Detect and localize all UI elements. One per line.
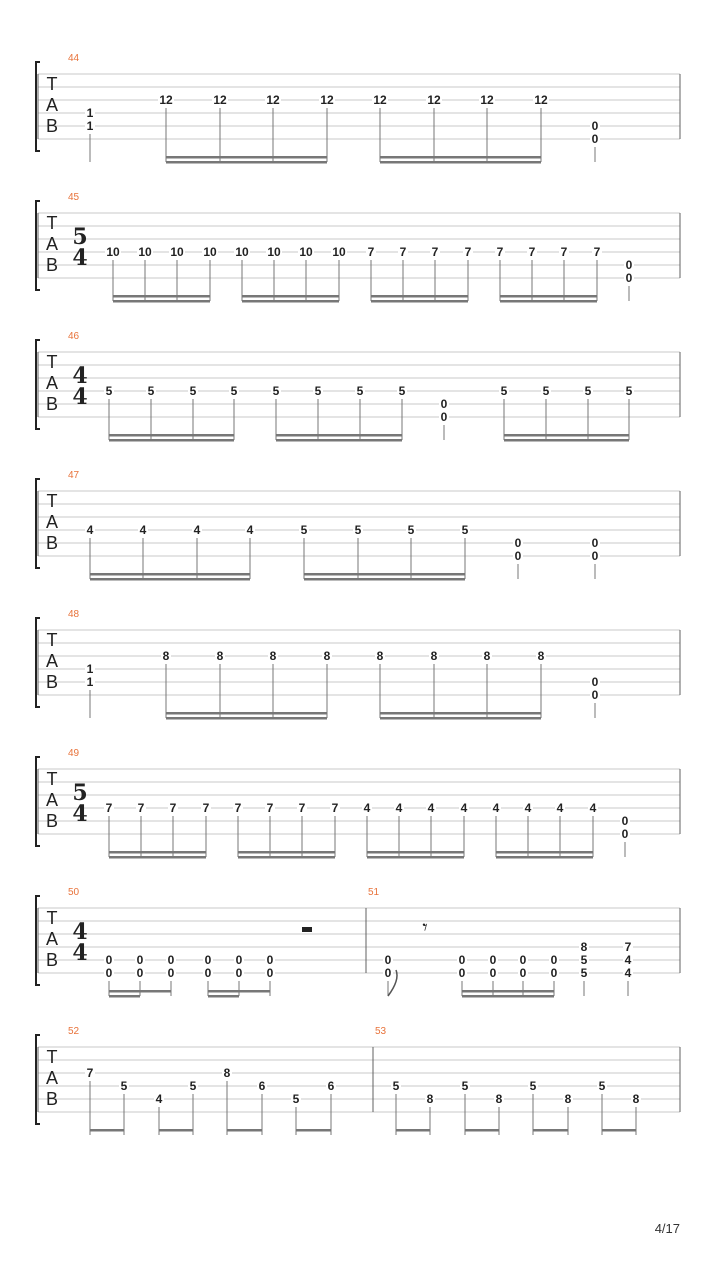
note-beam xyxy=(90,1129,124,1132)
tab-clef-letter: B xyxy=(45,394,59,414)
fret-number: 5 xyxy=(407,523,415,537)
fret-number: 5 xyxy=(292,1092,300,1106)
tab-clef-letter: B xyxy=(45,672,59,692)
note-beam xyxy=(496,856,593,859)
note-beam xyxy=(304,578,465,581)
note-beam xyxy=(109,439,234,442)
note-beam xyxy=(208,990,239,993)
fret-number: 1 xyxy=(86,662,94,676)
fret-number: 7 xyxy=(137,801,145,815)
measure-number: 49 xyxy=(68,748,80,759)
note-beam xyxy=(239,990,270,993)
fret-number: 0 xyxy=(519,966,527,980)
tab-clef-letter: B xyxy=(45,1089,59,1109)
time-signature-top: 5 xyxy=(72,780,88,806)
fret-number: 5 xyxy=(272,384,280,398)
tab-clef-letter: A xyxy=(45,373,59,393)
measure-number: 48 xyxy=(68,609,80,620)
tab-system xyxy=(36,331,680,442)
fret-number: 0 xyxy=(625,271,633,285)
fret-number: 7 xyxy=(496,245,504,259)
fret-number: 0 xyxy=(384,953,392,967)
fret-number: 4 xyxy=(193,523,201,537)
fret-number: 8 xyxy=(495,1092,503,1106)
fret-number: 1 xyxy=(86,119,94,133)
note-beam xyxy=(496,851,593,854)
fret-number: 0 xyxy=(458,953,466,967)
fret-number: 5 xyxy=(584,384,592,398)
fret-number: 5 xyxy=(542,384,550,398)
fret-number: 10 xyxy=(170,245,184,259)
fret-number: 5 xyxy=(120,1079,128,1093)
fret-number: 7 xyxy=(266,801,274,815)
tab-clef-letter: A xyxy=(45,512,59,532)
fret-number: 0 xyxy=(167,953,175,967)
note-beam xyxy=(109,990,140,993)
fret-number: 0 xyxy=(136,953,144,967)
time-signature-top: 5 xyxy=(72,224,88,250)
fret-number: 7 xyxy=(624,940,632,954)
fret-number: 8 xyxy=(537,649,545,663)
fret-number: 0 xyxy=(621,814,629,828)
tab-clef-letter: T xyxy=(46,352,58,372)
fret-number: 0 xyxy=(591,536,599,550)
fret-number: 4 xyxy=(155,1092,163,1106)
fret-number: 0 xyxy=(235,953,243,967)
fret-number: 0 xyxy=(105,966,113,980)
time-signature-top: 4 xyxy=(72,363,88,389)
fret-number: 0 xyxy=(266,966,274,980)
fret-number: 4 xyxy=(624,966,632,980)
eighth-rest: 𝄾 xyxy=(422,915,428,939)
fret-number: 0 xyxy=(591,549,599,563)
note-beam xyxy=(500,295,597,298)
note-beam xyxy=(90,573,250,576)
fret-number: 12 xyxy=(320,93,334,107)
fret-number: 4 xyxy=(589,801,597,815)
fret-number: 8 xyxy=(162,649,170,663)
tab-system xyxy=(36,887,680,998)
note-beam xyxy=(533,1129,568,1132)
fret-number: 5 xyxy=(625,384,633,398)
fret-number: 7 xyxy=(234,801,242,815)
fret-number: 0 xyxy=(384,966,392,980)
fret-number: 7 xyxy=(105,801,113,815)
fret-number: 7 xyxy=(202,801,210,815)
tab-clef-letter: T xyxy=(46,213,58,233)
fret-number: 5 xyxy=(580,953,588,967)
fret-number: 8 xyxy=(376,649,384,663)
fret-number: 7 xyxy=(86,1066,94,1080)
note-beam xyxy=(109,856,206,859)
tab-clef-letter: B xyxy=(45,533,59,553)
fret-number: 10 xyxy=(267,245,281,259)
note-beam xyxy=(504,434,629,437)
note-beam xyxy=(465,1129,499,1132)
note-beam xyxy=(367,851,464,854)
fret-number: 8 xyxy=(269,649,277,663)
fret-number: 8 xyxy=(430,649,438,663)
tab-clef-letter: T xyxy=(46,769,58,789)
tab-clef-letter: B xyxy=(45,811,59,831)
note-beam xyxy=(166,156,327,159)
fret-number: 0 xyxy=(489,953,497,967)
tab-system xyxy=(36,748,680,859)
fret-number: 12 xyxy=(159,93,173,107)
measure-number: 53 xyxy=(375,1026,387,1037)
time-signature-top: 4 xyxy=(72,919,88,945)
note-beam xyxy=(238,856,335,859)
fret-number: 12 xyxy=(373,93,387,107)
tab-clef-letter: T xyxy=(46,630,58,650)
fret-number: 0 xyxy=(514,549,522,563)
note-beam xyxy=(227,1129,262,1132)
note-beam xyxy=(109,434,234,437)
tab-clef-letter: T xyxy=(46,74,58,94)
fret-number: 7 xyxy=(464,245,472,259)
time-signature-bottom: 4 xyxy=(72,801,88,827)
note-beam xyxy=(380,161,541,164)
fret-number: 10 xyxy=(203,245,217,259)
fret-number: 5 xyxy=(500,384,508,398)
fret-number: 12 xyxy=(266,93,280,107)
fret-number: 6 xyxy=(327,1079,335,1093)
fret-number: 7 xyxy=(331,801,339,815)
fret-number: 5 xyxy=(230,384,238,398)
note-beam xyxy=(602,1129,636,1132)
note-beam xyxy=(462,995,554,998)
fret-number: 5 xyxy=(392,1079,400,1093)
tab-clef-letter: A xyxy=(45,929,59,949)
fret-number: 5 xyxy=(461,523,469,537)
note-beam xyxy=(296,1129,331,1132)
measure-number: 52 xyxy=(68,1026,80,1037)
fret-number: 0 xyxy=(440,397,448,411)
fret-number: 10 xyxy=(106,245,120,259)
measure-number: 44 xyxy=(68,53,80,64)
fret-number: 8 xyxy=(580,940,588,954)
fret-number: 0 xyxy=(591,132,599,146)
fret-number: 10 xyxy=(332,245,346,259)
note-beam xyxy=(276,439,402,442)
fret-number: 8 xyxy=(632,1092,640,1106)
fret-number: 12 xyxy=(427,93,441,107)
fret-number: 5 xyxy=(105,384,113,398)
tab-clef-letter: A xyxy=(45,651,59,671)
fret-number: 4 xyxy=(460,801,468,815)
note-beam xyxy=(159,1129,193,1132)
fret-number: 4 xyxy=(556,801,564,815)
fret-number: 8 xyxy=(216,649,224,663)
fret-number: 5 xyxy=(529,1079,537,1093)
fret-number: 0 xyxy=(550,966,558,980)
fret-number: 0 xyxy=(204,966,212,980)
fret-number: 12 xyxy=(213,93,227,107)
tab-system xyxy=(36,609,680,720)
fret-number: 5 xyxy=(354,523,362,537)
fret-number: 0 xyxy=(591,688,599,702)
fret-number: 5 xyxy=(189,1079,197,1093)
tab-clef-letter: A xyxy=(45,234,59,254)
fret-number: 4 xyxy=(395,801,403,815)
tab-clef-letter: A xyxy=(45,95,59,115)
note-beam xyxy=(242,295,339,298)
fret-number: 0 xyxy=(514,536,522,550)
fret-number: 10 xyxy=(138,245,152,259)
fret-number: 7 xyxy=(560,245,568,259)
note-beam xyxy=(396,1129,430,1132)
fret-number: 5 xyxy=(189,384,197,398)
fret-number: 7 xyxy=(399,245,407,259)
time-signature-bottom: 4 xyxy=(72,384,88,410)
fret-number: 10 xyxy=(235,245,249,259)
fret-number: 5 xyxy=(398,384,406,398)
fret-number: 12 xyxy=(534,93,548,107)
note-beam xyxy=(109,851,206,854)
fret-number: 8 xyxy=(323,649,331,663)
fret-number: 0 xyxy=(591,119,599,133)
note-beam xyxy=(380,712,541,715)
tab-system xyxy=(36,192,680,303)
note-beam xyxy=(242,300,339,303)
note-beam xyxy=(500,300,597,303)
half-rest xyxy=(302,927,312,932)
tab-clef-letter: B xyxy=(45,116,59,136)
fret-number: 5 xyxy=(356,384,364,398)
fret-number: 4 xyxy=(427,801,435,815)
fret-number: 10 xyxy=(299,245,313,259)
page-number: 4/17 xyxy=(654,1221,680,1236)
fret-number: 0 xyxy=(235,966,243,980)
fret-number: 7 xyxy=(367,245,375,259)
note-beam xyxy=(109,995,140,998)
fret-number: 0 xyxy=(458,966,466,980)
tab-clef-letter: B xyxy=(45,950,59,970)
fret-number: 8 xyxy=(223,1066,231,1080)
note-beam xyxy=(304,573,465,576)
fret-number: 12 xyxy=(480,93,494,107)
measure-number: 46 xyxy=(68,331,80,342)
fret-number: 0 xyxy=(204,953,212,967)
fret-number: 0 xyxy=(266,953,274,967)
note-beam xyxy=(166,717,327,720)
fret-number: 0 xyxy=(519,953,527,967)
time-signature-bottom: 4 xyxy=(72,940,88,966)
note-beam xyxy=(140,990,171,993)
note-beam xyxy=(367,856,464,859)
note-beam xyxy=(380,156,541,159)
fret-number: 0 xyxy=(136,966,144,980)
note-beam xyxy=(166,161,327,164)
measure-number: 45 xyxy=(68,192,80,203)
fret-number: 4 xyxy=(139,523,147,537)
fret-number: 4 xyxy=(363,801,371,815)
fret-number: 5 xyxy=(314,384,322,398)
fret-number: 0 xyxy=(167,966,175,980)
fret-number: 0 xyxy=(621,827,629,841)
fret-number: 7 xyxy=(298,801,306,815)
fret-number: 5 xyxy=(300,523,308,537)
note-beam xyxy=(462,990,554,993)
measure-number: 51 xyxy=(368,887,380,898)
fret-number: 1 xyxy=(86,106,94,120)
fret-number: 0 xyxy=(625,258,633,272)
fret-number: 8 xyxy=(426,1092,434,1106)
fret-number: 4 xyxy=(624,953,632,967)
note-beam xyxy=(166,712,327,715)
note-beam xyxy=(371,295,468,298)
note-beam xyxy=(238,851,335,854)
tab-clef-letter: T xyxy=(46,1047,58,1067)
fret-number: 4 xyxy=(246,523,254,537)
tab-clef-letter: A xyxy=(45,1068,59,1088)
note-beam xyxy=(276,434,402,437)
fret-number: 7 xyxy=(431,245,439,259)
fret-number: 7 xyxy=(169,801,177,815)
note-beam xyxy=(371,300,468,303)
fret-number: 4 xyxy=(492,801,500,815)
fret-number: 8 xyxy=(564,1092,572,1106)
fret-number: 8 xyxy=(483,649,491,663)
note-beam xyxy=(504,439,629,442)
fret-number: 0 xyxy=(105,953,113,967)
measure-number: 47 xyxy=(68,470,80,481)
note-beam xyxy=(380,717,541,720)
tab-system xyxy=(36,470,680,581)
measure-number: 50 xyxy=(68,887,80,898)
note-beam xyxy=(208,995,239,998)
fret-number: 0 xyxy=(550,953,558,967)
tab-clef-letter: B xyxy=(45,255,59,275)
note-beam xyxy=(113,295,210,298)
tab-system xyxy=(36,53,680,164)
fret-number: 0 xyxy=(440,410,448,424)
fret-number: 5 xyxy=(580,966,588,980)
fret-number: 4 xyxy=(524,801,532,815)
fret-number: 6 xyxy=(258,1079,266,1093)
tab-clef-letter: T xyxy=(46,908,58,928)
fret-number: 7 xyxy=(593,245,601,259)
tab-clef-letter: T xyxy=(46,491,58,511)
fret-number: 4 xyxy=(86,523,94,537)
time-signature-bottom: 4 xyxy=(72,245,88,271)
fret-number: 0 xyxy=(591,675,599,689)
fret-number: 0 xyxy=(489,966,497,980)
fret-number: 5 xyxy=(147,384,155,398)
fret-number: 7 xyxy=(528,245,536,259)
tab-system xyxy=(36,1026,680,1135)
note-beam xyxy=(90,578,250,581)
note-beam xyxy=(113,300,210,303)
fret-number: 1 xyxy=(86,675,94,689)
fret-number: 5 xyxy=(461,1079,469,1093)
fret-number: 5 xyxy=(598,1079,606,1093)
tab-clef-letter: A xyxy=(45,790,59,810)
